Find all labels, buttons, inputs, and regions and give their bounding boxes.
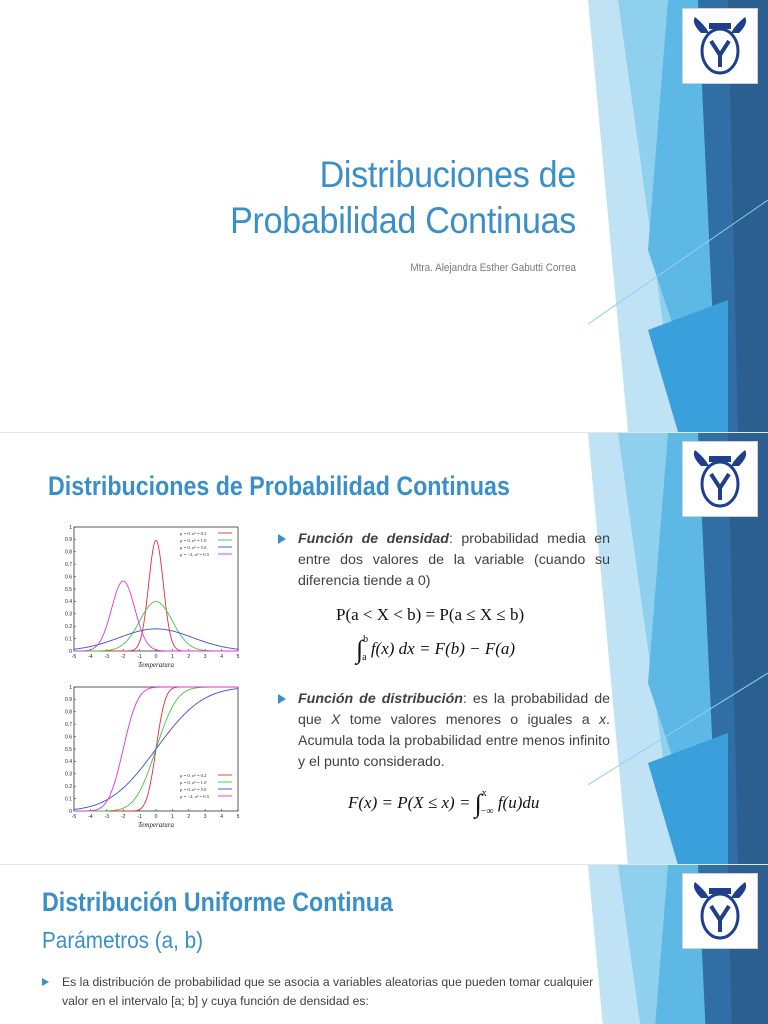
bullet-arrow-icon [278,694,286,704]
distribution-text-b: tome valores menores o iguales a [340,712,599,728]
crest-icon [687,446,753,512]
y-tick-label: 0.3 [65,611,72,618]
author-name: Mtra. Alejandra Esther Gabutti Correa [410,262,576,274]
y-tick-label: 0.6 [65,574,72,581]
distribution-text-c: . Acumula toda la probabilidad entre menos infinito y el punto considerado. [298,712,610,770]
formula-probability-interval: P(a < X < b) = P(a ≤ X ≤ b) [336,605,525,624]
x-tick-label: 0 [154,654,158,660]
normal-density-chart [60,523,244,673]
content-slide-distributions [0,432,768,864]
title-line-2: Probabilidad Continuas [230,200,576,241]
cdf-upper-limit: x [481,788,487,799]
y-tick-label: 0.1 [65,636,72,643]
legend-label: μ = 0, σ² = 5.0 [180,544,207,550]
y-tick-label: 0.7 [65,722,72,728]
x-tick-label: -2 [120,654,126,660]
slide-title: Distribuciones de Probabilidad Continuas [48,471,510,501]
integral-expression: f(x) dx = F(b) − F(a) [370,639,516,658]
y-tick-label: 0.2 [65,784,72,790]
y-tick-label: 0.8 [65,549,72,556]
legend-label: μ = 0, σ² = 0.2 [180,530,207,536]
x-axis-label: Temperatura [138,661,174,669]
y-tick-label: 0.6 [65,734,72,741]
x-tick-label: 5 [236,814,240,820]
density-description: : probabilidad media en entre dos valores de la variable (cuando su diferencia tiende a 0) [298,531,610,589]
x-tick-label: 3 [203,654,207,660]
y-tick-label: 0 [69,648,72,655]
formula-integral-density [356,634,516,664]
x-tick-label: -1 [137,814,142,820]
y-tick-label: 1 [69,524,72,531]
x-tick-label: -3 [104,654,110,660]
x-tick-label: -4 [88,814,93,820]
y-tick-label: 0.1 [65,796,72,803]
y-tick-label: 1 [69,684,72,691]
presentation-title [153,152,576,244]
legend-label: μ = 0, σ² = 1.0 [180,537,207,543]
plot-frame [74,527,238,651]
legend-label: μ = 0, σ² = 1.0 [180,779,207,785]
variable-upper-x: X [331,712,341,728]
x-tick-label: 4 [220,814,223,820]
x-tick-label: 1 [171,654,174,660]
variable-lower-x: x [598,712,607,728]
x-tick-label: -4 [88,654,93,660]
x-tick-label: 5 [236,654,240,660]
x-tick-label: 2 [187,654,191,660]
x-tick-label: 3 [203,814,207,820]
x-tick-label: -5 [71,814,77,820]
legend-label: μ = −2, σ² = 0.5 [180,793,210,799]
y-tick-label: 0.9 [65,537,72,544]
integral-sign: ∫ [474,789,482,818]
university-logo [682,441,758,517]
x-tick-label: -1 [137,654,142,660]
y-tick-label: 0.3 [65,771,72,778]
x-tick-label: -3 [104,814,110,820]
bullet-density [278,529,610,592]
x-axis-label: Temperatura [138,821,174,829]
x-tick-label: 1 [171,814,174,820]
y-tick-label: 0.2 [65,624,72,630]
y-tick-label: 0.9 [65,697,72,704]
content-slide-uniform [0,864,768,1024]
legend-label: μ = −2, σ² = 0.5 [180,551,210,557]
bullet-arrow-icon [42,978,49,986]
x-tick-label: 4 [220,654,223,660]
integral-sign: ∫ [356,635,364,664]
title-line-1: Distribuciones de [319,154,576,195]
x-tick-label: 2 [187,814,191,820]
y-tick-label: 0.5 [65,586,72,593]
integral-upper-limit: b [363,634,369,645]
x-tick-label: -2 [120,814,126,820]
legend-label: μ = 0, σ² = 5.0 [180,786,207,792]
crest-icon [687,878,753,944]
title-slide [0,0,768,432]
y-tick-label: 0 [69,808,72,815]
distribution-text-a: : es la probabilidad de que [298,691,610,728]
cdf-lower-limit: −∞ [480,806,494,817]
x-tick-label: 0 [154,814,158,820]
y-tick-label: 0.5 [65,746,72,753]
slide-subtitle: Parámetros (a, b) [42,927,204,953]
y-tick-label: 0.8 [65,709,72,716]
x-tick-label: -5 [71,654,77,660]
distribution-term: Función de distribución [298,691,463,707]
y-tick-label: 0.7 [65,562,72,568]
cdf-rhs: f(u)du [497,793,540,812]
formula-cdf [348,788,540,818]
bullet-distribution [278,689,610,773]
bullet-arrow-icon [278,534,286,544]
bullet-uniform [42,973,602,1011]
density-term: Función de densidad [298,531,449,547]
uniform-description: Es la distribución de probabilidad que se asocia a variables aleatorias que pueden tomar cualquier valor en el intervalo [a; b] y cuya función de densidad es: [62,975,594,1008]
slide-title: Distribución Uniforme Continua [42,887,393,917]
legend-label: μ = 0, σ² = 0.2 [180,772,207,778]
y-tick-label: 0.4 [65,599,72,606]
university-logo [682,8,758,84]
cdf-lhs: F(x) = P(X ≤ x) = [348,793,475,812]
integral-lower-limit: a [362,652,367,663]
university-logo [682,873,758,949]
y-tick-label: 0.4 [65,759,72,766]
normal-cdf-chart [60,683,244,833]
crest-icon [687,13,753,79]
